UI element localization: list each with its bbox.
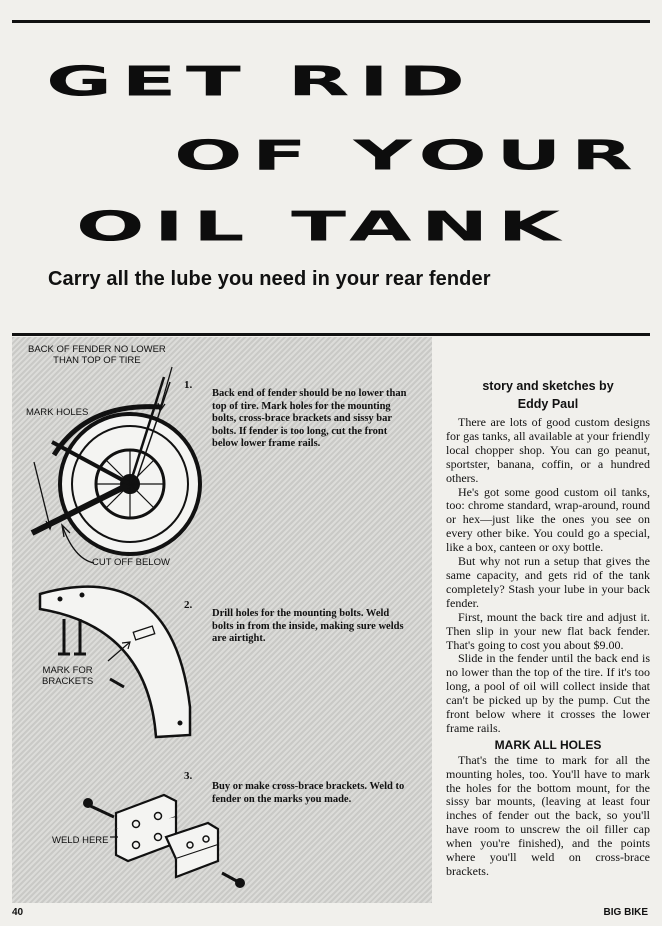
body-paragraph: But why not run a setup that gives the same capacity, and gets rid of the tank completely? Stash your lube in your back fender. (446, 554, 650, 610)
section-heading: MARK ALL HOLES (494, 737, 602, 752)
subtitle: Carry all the lube you need in your rear fender (48, 268, 491, 290)
step-2-text: Drill holes for the mounting bolts. Weld bolts in from the inside, making sure welds are airtight. (212, 608, 404, 645)
wheel-sketch (32, 367, 200, 563)
label-mark-for-line1: MARK FOR (42, 665, 93, 676)
step-3-text: Buy or make cross-brace brackets. Weld to fender on the marks you made. (212, 781, 405, 805)
page-number: 40 (12, 907, 24, 918)
step-1-number: 1. (184, 379, 193, 391)
label-weld-here: WELD HERE (52, 835, 109, 846)
fender-sketch (40, 587, 193, 737)
step-1-text: Back end of fender should be no lower than top of tire. Mark holes for the mounting bolts, cross-brace brackets and sissy bar bolts. If fender is too long, cut the front below lower frame rails. (212, 388, 407, 450)
byline (448, 377, 648, 413)
section-rule (12, 333, 650, 336)
label-mark-for-brackets (42, 665, 93, 687)
body-paragraph: Slide in the fender until the back end is no lower than the top of the tire. If it's too long, a pool of oil will collect inside that can't be picked up by the pump. Cut the front below where it crosses the lower frame rails. (446, 651, 650, 735)
title-line-2: OF YOUR (174, 132, 643, 180)
label-cut-off-below: CUT OFF BELOW (92, 557, 170, 568)
label-back-of-fender-line2: THAN TOP OF TIRE (53, 355, 141, 366)
step-3-number: 3. (184, 770, 193, 782)
title-line-1: GET RID (46, 58, 475, 106)
body-paragraph: There are lots of good custom designs for gas tanks, all available at your friendly local chopper shop. You can go peanut, sportster, banana, coffin, or a hundred others. (446, 415, 650, 485)
section-paragraph: That's the time to mark for all the mounting holes, too. You'll have to mark the holes for the bottom mount, for the sissy bar mounts, (leaving at least four inches of fender out the back, so you'll have room to unscrew the oil filler cap when you're finished), and the points where you'll weld on cross-brace brackets. (446, 752, 650, 878)
label-mark-for-line2: BRACKETS (42, 676, 94, 687)
byline-line-1: story and sketches by (482, 379, 614, 393)
label-back-of-fender-line1: BACK OF FENDER NO LOWER (28, 344, 166, 355)
body-paragraph: He's got some good custom oil tanks, too: chrome standard, wrap-around, round or hex—just like the ones you see on every other bike. You could go a special, like a box, canteen or oxy bottle. (446, 484, 650, 555)
step-2-number: 2. (184, 599, 193, 611)
title-line-3: OIL TANK (76, 203, 570, 251)
magazine-name: BIG BIKE (603, 907, 648, 918)
illustration-panel (12, 337, 432, 903)
article-body (446, 416, 650, 879)
top-rule (12, 20, 650, 23)
label-back-of-fender (28, 344, 166, 366)
label-mark-holes: MARK HOLES (26, 407, 89, 418)
body-paragraph: First, mount the back tire and adjust it. Then slip in your new flat back fender. That's going to cost you about $9.00. (446, 609, 650, 652)
byline-author: Eddy Paul (517, 397, 579, 411)
